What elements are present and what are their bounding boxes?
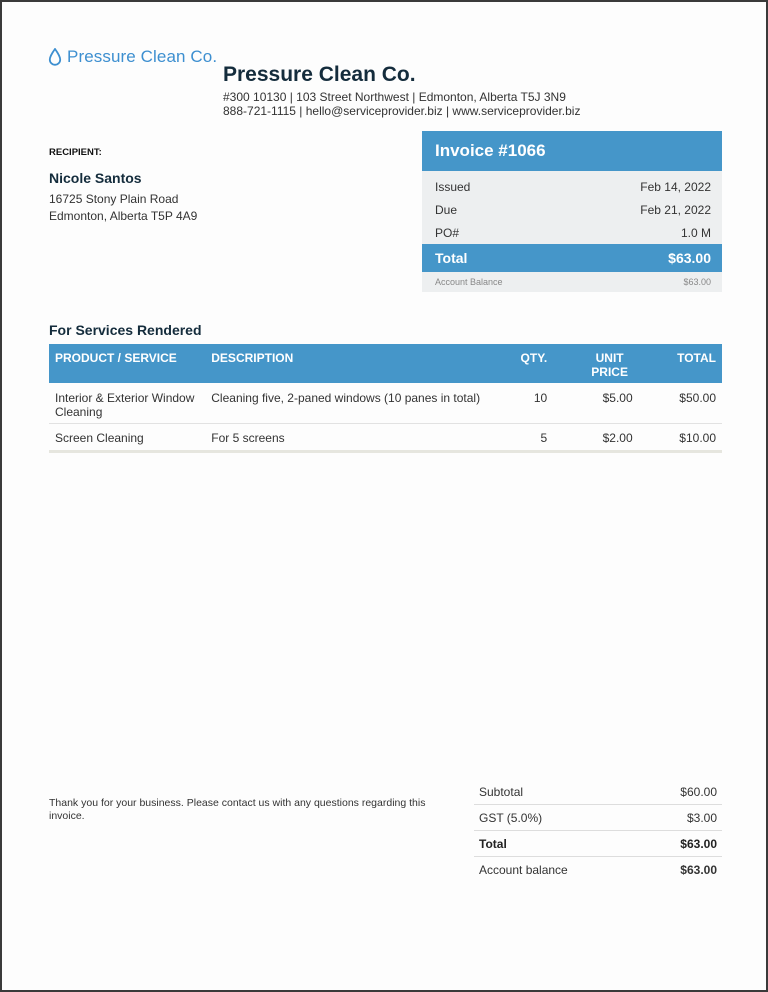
invoice-po-row [422, 221, 722, 244]
invoice-total-row [422, 244, 722, 272]
invoice-total-value: $63.00 [668, 250, 711, 266]
invoice-due-value: Feb 21, 2022 [640, 202, 711, 217]
gst-label: GST (5.0%) [479, 810, 543, 825]
invoice-balance-label: Account Balance [435, 277, 503, 287]
total-row [474, 831, 722, 857]
table-row [49, 383, 722, 424]
invoice-issued-label: Issued [435, 179, 471, 194]
invoice-total-label: Total [435, 250, 468, 266]
invoice-issued-row [422, 175, 722, 198]
header-unit-price-label: UNIT PRICE [591, 351, 628, 379]
invoice-po-value: 1.0 M [680, 225, 711, 240]
recipient-address-line1: 16725 Stony Plain Road [49, 192, 179, 206]
item-total: $50.00 [639, 383, 722, 424]
header-description: DESCRIPTION [205, 344, 497, 383]
subtotal-row [474, 779, 722, 805]
services-title: For Services Rendered [49, 322, 202, 338]
recipient-name: Nicole Santos [49, 170, 142, 186]
invoice-page [2, 2, 766, 990]
subtotal-label: Subtotal [479, 784, 524, 799]
item-qty: 10 [497, 383, 553, 424]
gst-row [474, 805, 722, 831]
account-balance-label: Account balance [479, 863, 568, 877]
logo-text: Pressure Clean Co. [67, 47, 218, 66]
item-total: $10.00 [639, 424, 722, 452]
table-row [49, 424, 722, 452]
invoice-balance-row [422, 272, 722, 292]
invoice-due-row [422, 198, 722, 221]
account-balance-row [474, 857, 722, 883]
account-balance-value: $63.00 [680, 863, 717, 877]
total-value: $63.00 [680, 836, 717, 851]
recipient-label: RECIPIENT: [49, 147, 102, 158]
gst-value: $3.00 [686, 810, 717, 825]
recipient-address-line2: Edmonton, Alberta T5P 4A9 [49, 209, 198, 223]
invoice-due-label: Due [435, 202, 458, 217]
item-product: Screen Cleaning [49, 424, 205, 452]
company-address: #300 10130 | 103 Street Northwest | Edmonton, Alberta T5J 3N9 [223, 90, 566, 104]
item-qty: 5 [497, 424, 553, 452]
invoice-issued-value: Feb 14, 2022 [640, 179, 711, 194]
thank-you-note: Thank you for your business. Please contact us with any questions regarding this invoice. [49, 797, 426, 822]
header-product: PRODUCT / SERVICE [49, 344, 205, 383]
invoice-summary [422, 131, 722, 292]
item-unit-price: $5.00 [553, 383, 638, 424]
header-unit-price [553, 344, 638, 383]
invoice-balance-value: $63.00 [683, 277, 711, 287]
company-logo [48, 47, 217, 67]
invoice-title: Invoice #1066 [422, 131, 722, 171]
company-contact: 888-721-1115 | hello@serviceprovider.biz | www.serviceprovider.biz [223, 104, 581, 118]
services-table [49, 344, 722, 453]
item-description: Cleaning five, 2-paned windows (10 panes in total) [205, 383, 497, 424]
company-name: Pressure Clean Co. [223, 63, 416, 86]
item-description: For 5 screens [205, 424, 497, 452]
table-header-row [49, 344, 722, 383]
totals-summary [474, 779, 722, 883]
header-total: TOTAL [639, 344, 722, 383]
item-unit-price: $2.00 [553, 424, 638, 452]
invoice-po-label: PO# [435, 225, 460, 240]
total-label: Total [479, 836, 507, 851]
subtotal-value: $60.00 [680, 784, 717, 799]
water-drop-icon [48, 48, 62, 66]
header-qty: QTY. [497, 344, 553, 383]
item-product: Interior & Exterior Window Cleaning [49, 383, 205, 424]
